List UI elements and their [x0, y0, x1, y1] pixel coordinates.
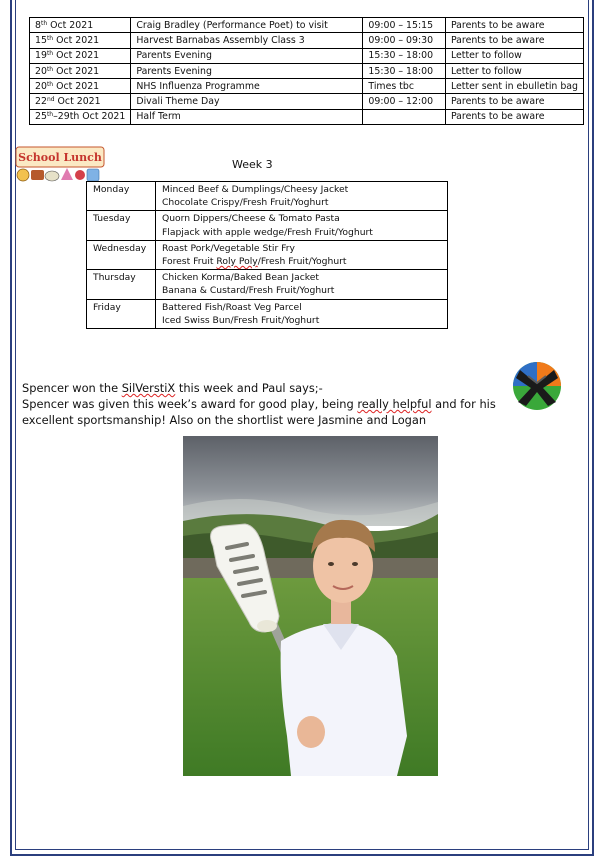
table-row [30, 94, 584, 109]
event-note: Letter sent in ebulletin bag [445, 79, 583, 94]
table-row [30, 33, 584, 48]
award-text: Spencer was given this week’s award for good play, being really helpful and for his excellent sportsmanship! Also on the shortlist were Jasmine and Logan [22, 397, 496, 427]
event-note: Parents to be aware [445, 33, 583, 48]
event-time: Times tbc [363, 79, 446, 94]
menu-day: Tuesday [87, 211, 156, 240]
menu-items: Battered Fish/Roast Veg Parcel Iced Swiss Bun/Fresh Fruit/Yoghurt [156, 299, 448, 328]
school-lunch-logo [14, 146, 106, 184]
table-row [30, 48, 584, 63]
table-row [87, 240, 448, 269]
event-date: 15th Oct 2021 [30, 33, 131, 48]
event-time: 15:30 – 18:00 [363, 48, 446, 63]
menu-items: Minced Beef & Dumplings/Cheesy Jacket Chocolate Crispy/Fresh Fruit/Yoghurt [156, 182, 448, 211]
event-date: 25th–29th Oct 2021 [30, 109, 131, 124]
menu-week-title: Week 3 [232, 158, 273, 171]
menu-items: Chicken Korma/Baked Bean Jacket Banana & Custard/Fresh Fruit/Yoghurt [156, 270, 448, 299]
event-name: Harvest Barnabas Assembly Class 3 [131, 33, 363, 48]
event-name: Craig Bradley (Performance Poet) to visit [131, 18, 363, 33]
table-row [30, 63, 584, 78]
event-note: Letter to follow [445, 48, 583, 63]
menu-day: Friday [87, 299, 156, 328]
event-time: 09:00 – 15:15 [363, 18, 446, 33]
lunch-menu-table [86, 181, 448, 329]
table-row [87, 211, 448, 240]
event-note: Parents to be aware [445, 94, 583, 109]
event-name: Parents Evening [131, 48, 363, 63]
menu-day: Wednesday [87, 240, 156, 269]
table-row [30, 79, 584, 94]
table-row [30, 18, 584, 33]
event-note: Parents to be aware [445, 18, 583, 33]
menu-items: Roast Pork/Vegetable Stir Fry Forest Fruit Roly Poly/Fresh Fruit/Yoghurt [156, 240, 448, 269]
events-table [29, 17, 584, 125]
event-date: 20th Oct 2021 [30, 63, 131, 78]
menu-items: Quorn Dippers/Cheese & Tomato Pasta Flapjack with apple wedge/Fresh Fruit/Yoghurt [156, 211, 448, 240]
event-name: Divali Theme Day [131, 94, 363, 109]
event-time: 09:00 – 09:30 [363, 33, 446, 48]
event-note: Letter to follow [445, 63, 583, 78]
event-date: 19th Oct 2021 [30, 48, 131, 63]
menu-day: Thursday [87, 270, 156, 299]
event-date: 22nd Oct 2021 [30, 94, 131, 109]
svg-text:School Lunch: School Lunch [18, 151, 102, 164]
event-time: 09:00 – 12:00 [363, 94, 446, 109]
event-time: 15:30 – 18:00 [363, 63, 446, 78]
award-winner-photo [183, 436, 438, 776]
event-name: NHS Influenza Programme [131, 79, 363, 94]
table-row [87, 182, 448, 211]
event-date: 20th Oct 2021 [30, 79, 131, 94]
event-date: 8th Oct 2021 [30, 18, 131, 33]
award-heading: Spencer won the SilVerstiX this week and Paul says;- [22, 381, 323, 395]
event-note: Parents to be aware [445, 109, 583, 124]
menu-day: Monday [87, 182, 156, 211]
table-row [87, 270, 448, 299]
table-row [30, 109, 584, 124]
event-name: Half Term [131, 109, 363, 124]
event-name: Parents Evening [131, 63, 363, 78]
table-row [87, 299, 448, 328]
event-time [363, 109, 446, 124]
